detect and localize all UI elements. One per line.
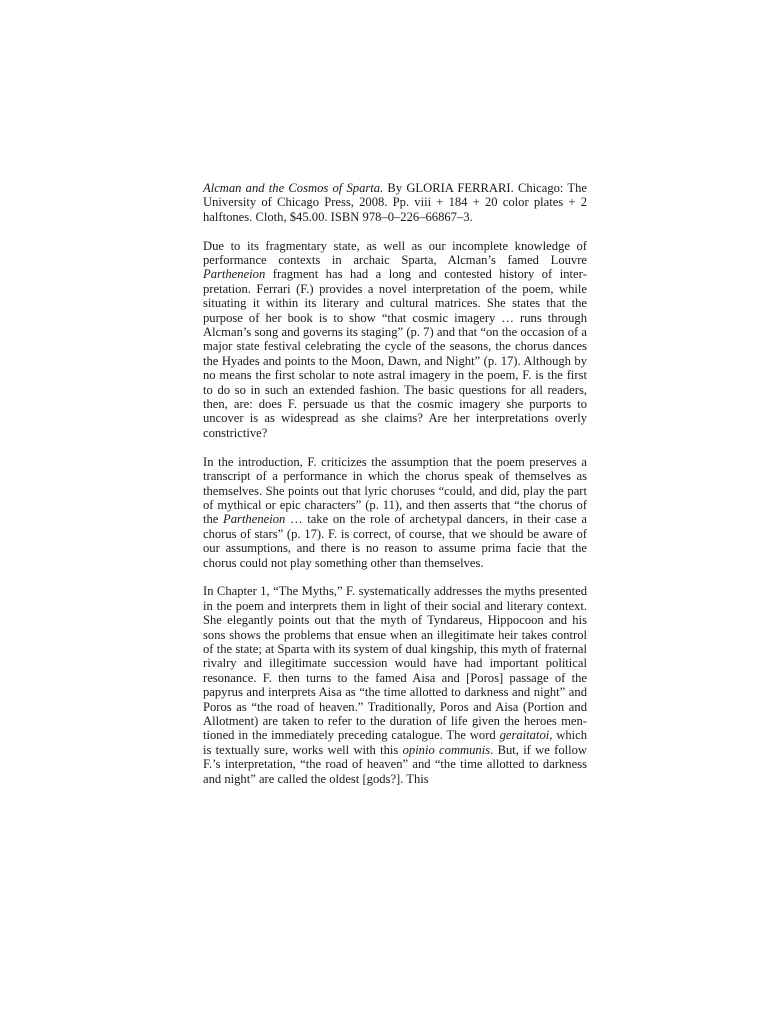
paragraph-2-italic: Partheneion — [223, 512, 286, 527]
paragraph-2-text-a: In the introduction, F. criticizes the assumption that the poem preserves a transcript of a performance in which the chorus speak of themselves as themselves. She points out that lyric choruses “could, and did, play the part of mythical or epic characters” (p. 11), and then asserts that “the chorus of the — [203, 454, 587, 527]
paragraph-3-italic-1: geraitatoi — [499, 728, 550, 743]
book-details: By GLORIA FERRARI. Chicago: The University of Chicago Press, 2008. Pp. viii + 184 + 20 color plates + 2 halftones. Cloth, $45.00. ISBN 978–0–226–66867–3. — [203, 181, 587, 224]
paragraph-1-italic: Partheneion — [203, 267, 266, 282]
paragraph-3-text-e: . But, if we follow F.’s interpretation, “the road of heaven” and “the time allotted to darkness and night” are called the oldest [gods?]. This — [203, 742, 588, 786]
bibliographic-header — [203, 181, 587, 224]
book-title: Alcman and the Cosmos of Sparta. — [203, 181, 384, 195]
paragraph-3-text-c: , which is textually sure, works well with this — [203, 728, 588, 757]
paragraph-3 — [203, 584, 587, 786]
paragraph-1-text-c: fragment has had a long and contested history of interpretation. Ferrari (F.) provides a novel interpretation of the poem, while situating it within its literary and cultural matrices. She states that the purpose of her book is to show “that cosmic imagery … runs through Alcman’s song and governs its staging” (p. 7) and that “on the occasion of a major state festival celebrating the cycle of the seasons, the chorus dances the Hyades and points to the Moon, Dawn, and Night” (p. 17). Although by no means the first scholar to note astral imagery in the poem, F. is the first to do so in such an extended fashion. The basic questions for all readers, then, are: does F. persuade us that the cosmic imagery she purports to uncover is as widespread as she claims? Are her interpretations overly constrictive? — [203, 267, 587, 440]
paragraph-2 — [203, 455, 587, 570]
review-page — [203, 181, 587, 800]
paragraph-2-text-c: … take on the role of archetypal dancers, in their case a chorus of stars” (p. 17). F. is correct, of course, that we should be aware of our assumptions, and there is no reason to assume prima facie that the chorus could not play something other than themselves. — [203, 512, 587, 570]
paragraph-3-italic-2: opinio communis — [402, 742, 491, 757]
paragraph-1 — [203, 239, 587, 441]
paragraph-3-text-a: In Chapter 1, “The Myths,” F. systematically addresses the myths presented in the poem and interprets them in light of their social and literary context. She elegantly points out that the myth of Tyndareus, Hippocoon and his sons shows the problems that ensue when an illegitimate heir takes control of the state; at Sparta with its system of dual kingship, this myth of fraternal rivalry and illegitimate succession would have had important political resonance. F. then turns to the famed Aisa and [Poros] passage of the papyrus and interprets Aisa as “the time allotted to darkness and night” and Poros as “the road of heaven.” Traditionally, Poros and Aisa (Portion and Allotment) are taken to refer to the duration of life given the heroes mentioned in the immediately preceding catalogue. The word — [203, 584, 587, 743]
paragraph-1-text-a: Due to its fragmentary state, as well as our incomplete knowledge of performance contexts in archaic Sparta, Alcman’s famed Louvre — [203, 238, 587, 268]
